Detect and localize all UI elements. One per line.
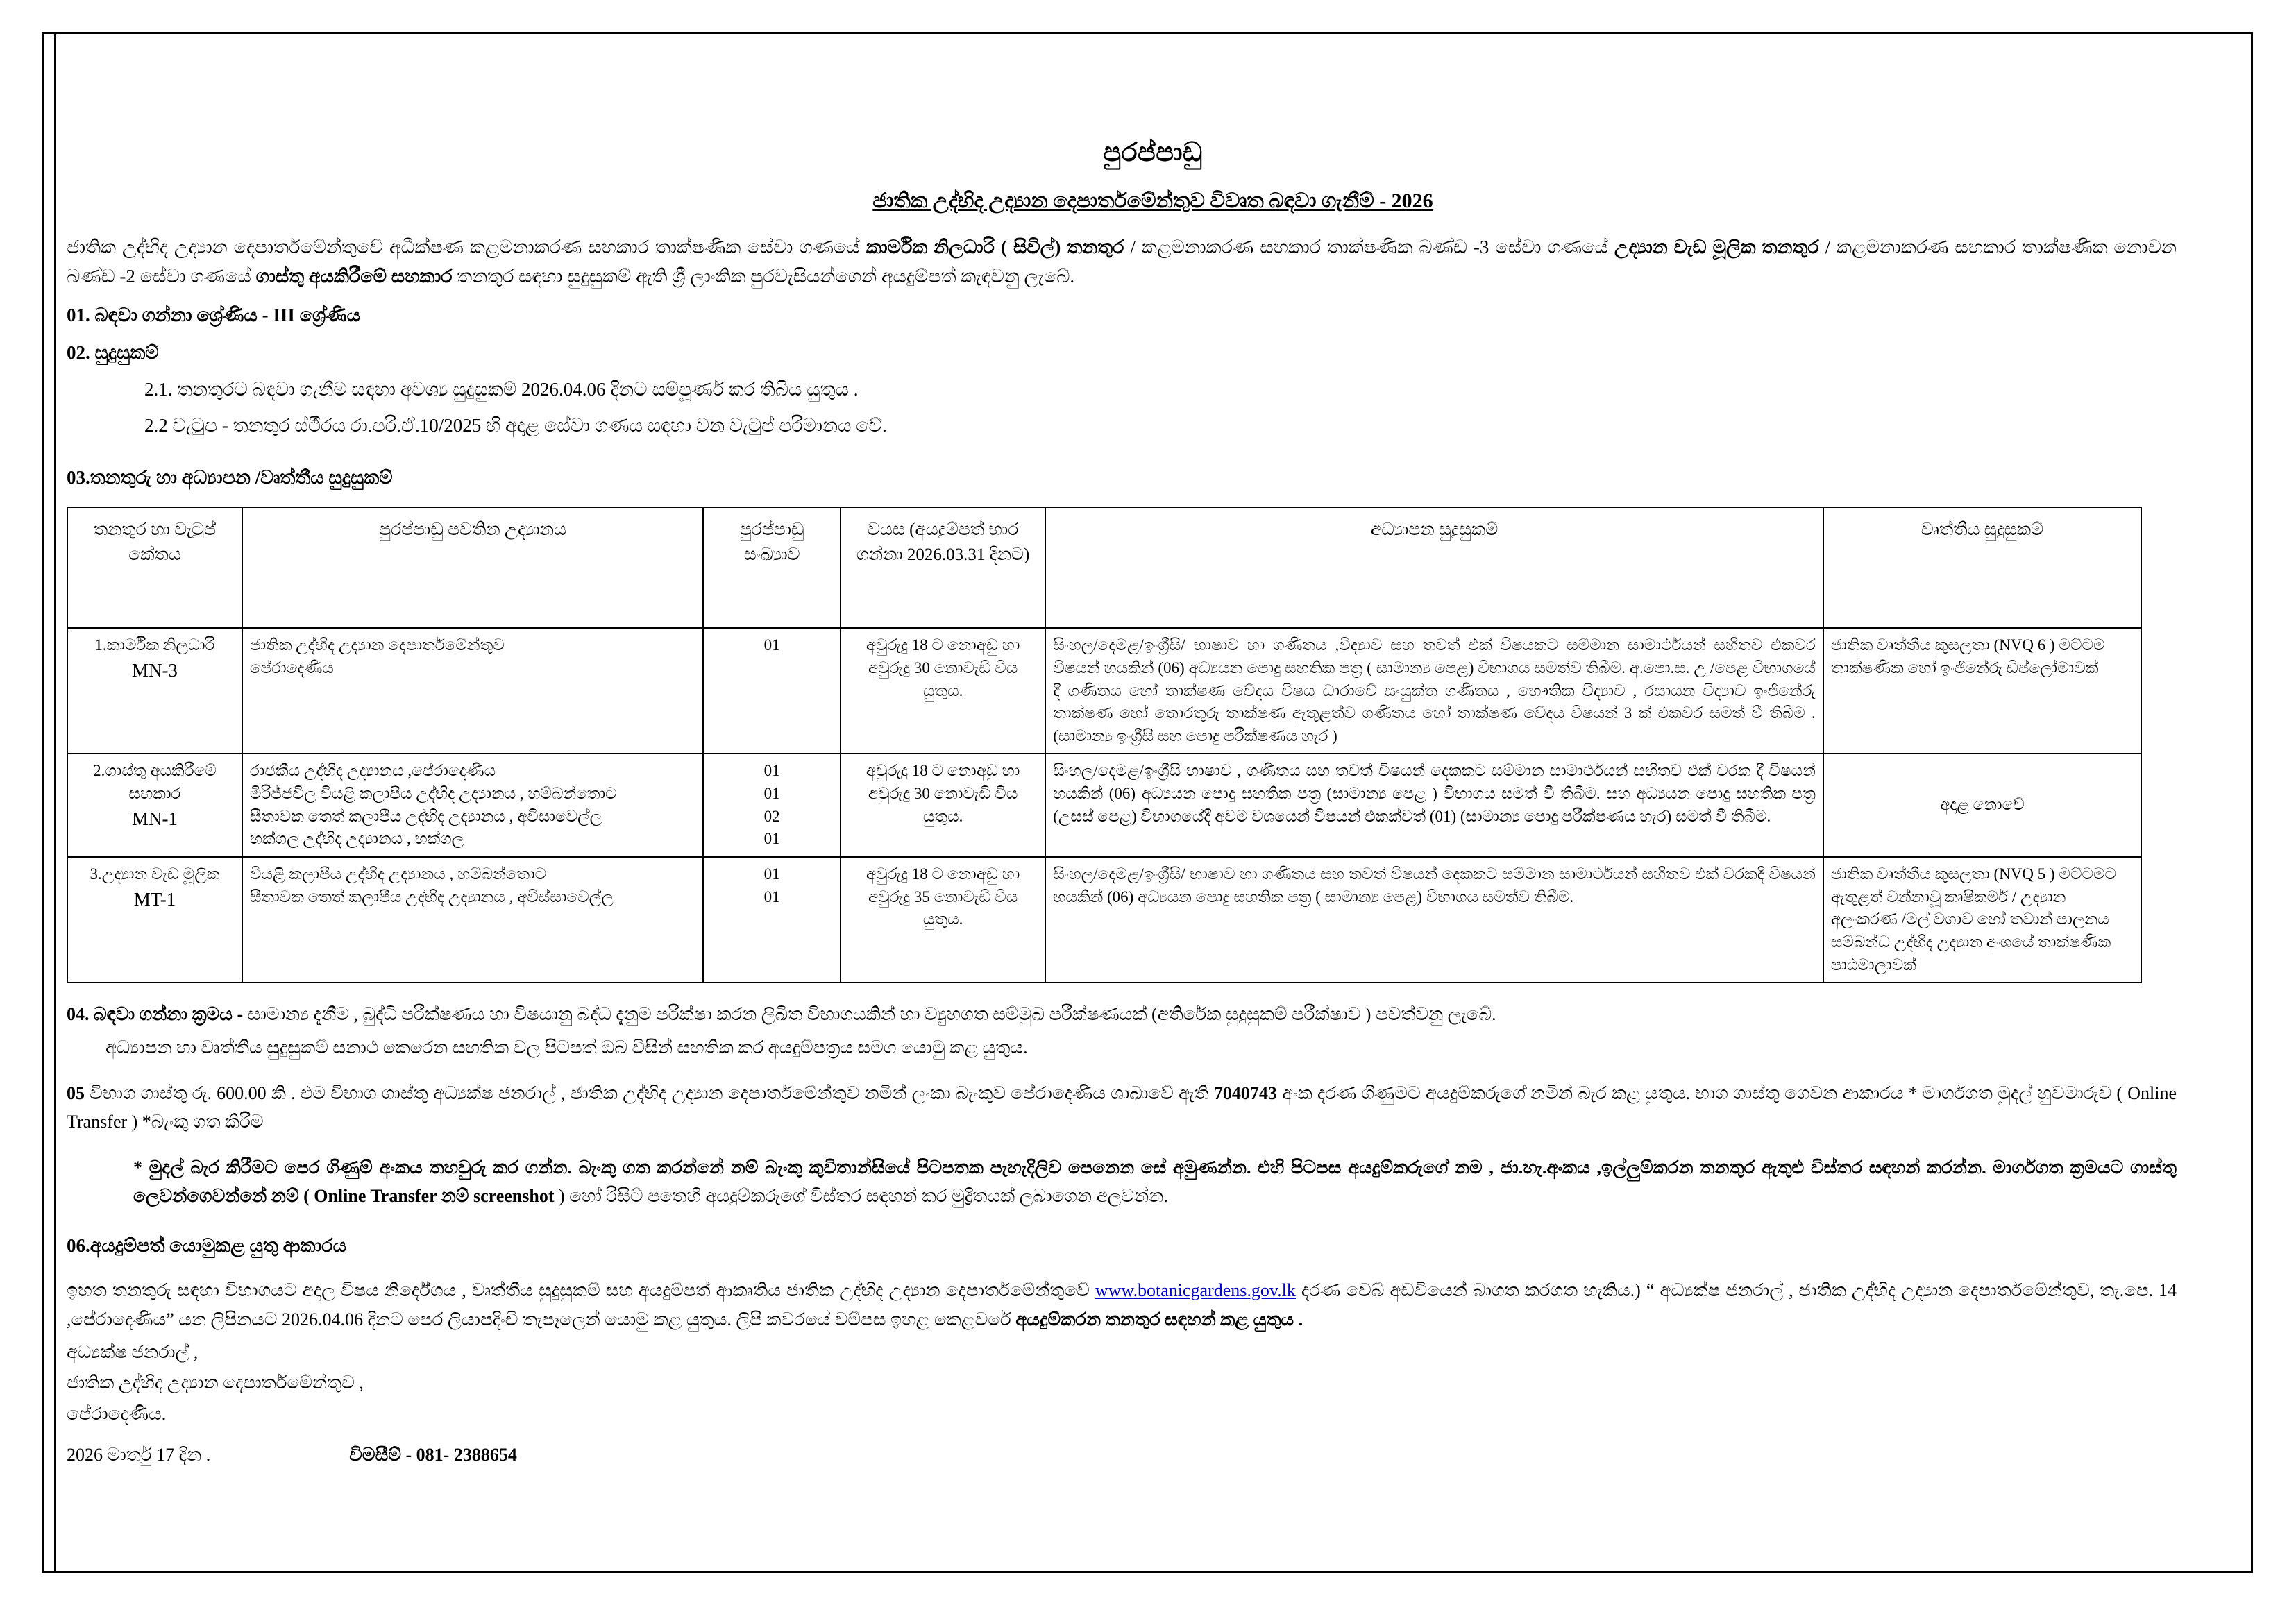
page-title: පුරප්පාඩු — [1103, 138, 1203, 167]
section-02-qualifications: 02. සුදුසුකම් — [67, 342, 159, 364]
post-name: 3.උද්‍යාන වැඩ මූලික — [90, 865, 220, 883]
intro-paragraph — [67, 233, 2177, 291]
section-05-note-bold: Online Transfer නම් screenshot — [314, 1186, 555, 1207]
section-05-text-a: විභාග ගාස්තු රු. 600.00 කි . එම විභාග ගාස්තු අධ්‍යක්ෂ ජනරාල් , ජාතික උද්භිද උද්‍යාන දෙපාර්තමේන්තුව නමින් ලංකා බැංකුව පේරාදෙණිය ශාඛාවේ ඇති — [85, 1082, 1214, 1103]
header-education: අධ්‍යාපන සුදුසුකම් — [1045, 507, 1823, 628]
table-header-row — [67, 507, 2141, 628]
cell-gardens-3 — [242, 857, 703, 983]
section-05-account-number: 7040743 — [1213, 1082, 1277, 1103]
post-code: MN-3 — [131, 659, 178, 681]
count-item: 01 — [763, 785, 780, 803]
post-code: MT-1 — [133, 888, 176, 910]
section-04-label: 04. බඳවා ගන්නා ක්‍රමය - — [67, 1004, 244, 1025]
section-06-body — [67, 1276, 2177, 1334]
cell-counts-2 — [703, 754, 841, 857]
cell-gardens-1 — [242, 628, 703, 754]
section-05-note-tail: ) හෝ රිසිට් පතෙහි අයදුම්කරුගේ විස්තර සඳහන් කර මුද්‍රිතයක් ලබාගෙන අලවන්න. — [554, 1186, 1168, 1207]
garden-item: හක්ගල උද්භිද උද්‍යානය , හක්ගල — [249, 830, 464, 848]
signatory-location: පේරාදෙණිය. — [67, 1404, 167, 1425]
section-05 — [67, 1079, 2177, 1137]
garden-item: සීතාවක තෙත් කලාපීය උද්භිද උද්‍යානය , අවිස්සාවෙල්ල — [249, 887, 614, 906]
cell-vocational-1: ජාතික වෘත්තීය කුසලතා (NVQ 6 ) මට්ටම තාක්ෂණික හෝ ඉංජිනේරු ඩිප්ලෝමාවක් — [1823, 628, 2141, 754]
footer-row — [67, 1441, 2177, 1468]
table-row — [67, 628, 2141, 754]
cell-post-1 — [67, 628, 242, 754]
count-item: 01 — [763, 830, 780, 848]
count-item: 02 — [763, 807, 780, 825]
garden-item: සීතාවක තෙත් කලාපීය උද්භිද උද්‍යානය , අවිසාවෙල්ල — [249, 807, 602, 825]
intro-text-3: / කළමනාකරණ සහකාර තාක්ෂණික නොවන බණ්ඩ -2 සේවා ගණයේ — [67, 237, 2177, 287]
notice-date: 2026 මාර්තු 17 දින . — [67, 1444, 211, 1465]
cell-gardens-2 — [242, 754, 703, 857]
section-04-line2: අධ්‍යාපන හා වෘත්තීය සුදුසුකම් සනාථ කෙරෙන සහතික වල පිටපත් ඔබ විසින් සහතික කර අයදුම්පත්‍රය සමග යොමු කළ යුතුය. — [105, 1037, 1028, 1057]
section-04-text: සාමාන්‍ය දැනීම , බුද්ධි පරීක්ෂණය හා විෂයානු බද්ධ දැනුම පරීක්ෂා කරන ලිඛිත විභාගයකින් හා ව්‍යුහගත සම්මුඛ පරීක්ෂණයක් (අතිරේක සුදුසුකම් පරීක්ෂාව ) පවත්වනු ලැබේ. — [243, 1004, 1496, 1025]
count-item: 01 — [763, 636, 780, 654]
signatory-title: අධ්‍යක්ෂ ජනරාල් , — [67, 1341, 199, 1362]
page-subtitle: ජාතික උද්භිද උද්‍යාන දෙපාර්තමේන්තුව විවෘත බඳවා ගැනීම් - 2026 — [872, 189, 1433, 212]
vacancy-table — [67, 507, 2142, 983]
section-04 — [67, 1000, 2177, 1029]
cell-age-2: අවුරුදු 18 ට නොඅඩු හා අවුරුදු 30 නොවැඩි විය යුතුය. — [841, 754, 1045, 857]
section-06-text-a: ඉහත තනතුරු සඳහා විභාගයට අදාල විෂය නිර්දේශය , වෘත්තීය සුදුසුකම් සහ අයදුම්පත් ආකෘතිය ජාතික උද්භිද උද්‍යාන දෙපාර්තමේන්තුවේ — [67, 1280, 1095, 1301]
header-garden: පුරප්පාඩු පවතින උද්‍යානය — [242, 507, 703, 628]
count-item: 01 — [763, 865, 780, 883]
section-05-note — [67, 1153, 2177, 1211]
cell-counts-1 — [703, 628, 841, 754]
post-code: MN-1 — [131, 808, 178, 829]
cell-vocational-3: ජාතික වෘත්තීය කුසලතා (NVQ 5 ) මට්ටමට ඇතුළත් වන්නාවූ කෘෂිකර්ම / උද්‍යාන අලංකරණ /මල් වගාව හෝ තවාන් පාලනය සම්බන්ධ උද්භිද උද්‍යාන අංශයේ තාක්ෂණික පාඨමාලාවක් — [1823, 857, 2141, 983]
cell-education-3: සිංහල/දෙමළ/ඉංග්‍රීසි/ භාෂාව හා ගණිතය සහ තවත් විෂයන් දෙකකට සම්මාන සාමාර්ථයන් සහිතව එක් වරකදී විෂයන් හයකින් (06) අධ්‍යයන පොදු සහතික පත්‍ර ( සාමාන්‍ය පෙළ) විභාගය සමත්ව තිබීම. — [1045, 857, 1823, 983]
garden-item: පේරාදෙණිය — [249, 658, 334, 677]
section-05-note-lead: * මුදල් බැර කිරීමට පෙර ගිණුම් අංකය තහවුරු කර ගන්න. බැංකු ගත කරන්නේ නම් බැංකු කුවිතාන්සියේ පිටපතක පැහැදිලිව පෙනෙන සේ අමුණන්න. එහි පිටපස අයදුම්කරුගේ නම , ජා.හැ.අංකය ,ඉල්ලුම්කරන තනතුර ඇතුළු විස්තර සඳහන් කරන්න. මාර්ගගත ක්‍රමයට ගාස්තු ලෙවන්ගෙවන්නේ නම් ( — [133, 1157, 2177, 1207]
cell-age-3: අවුරුදු 18 ට නොඅඩු හා අවුරුදු 35 නොවැඩි විය යුතුය. — [841, 857, 1045, 983]
document-content — [67, 58, 2177, 1468]
header-vacancy-count: පුරප්පාඩු සංඛ්‍යාව — [703, 507, 841, 628]
cell-education-2: සිංහල/දෙමළ/ඉංග්‍රීසි භාෂාව , ගණිතය සහ තවත් විෂයන් දෙකකට සම්මාන සාමාර්ථයන් සහිතව එක් වරක දී විෂයන් හයකින් (06) අධ්‍යයන පොදු සහතික පත්‍ර (සාමාන්‍ය පෙළ ) විභාගය සමත් වී තිබීම. සහ අධ්‍යයන පොදු සහතික පත්‍ර (උසස් පෙළ) විභාගයේදී අවම වශයෙන් විෂයන් එකක්වත් (01) (සාමාන්‍ය පොදු පරීක්ෂණය හැර) සමත් වී තිබීම. — [1045, 754, 1823, 857]
header-age: වයස (අයදුම්පත් භාර ගන්නා 2026.03.31 දිනට) — [841, 507, 1045, 628]
intro-post-1: කාර්මික නිලධාරි ( සිවිල්) තනතුර — [866, 237, 1124, 257]
garden-item: රාජකීය උද්භිද උද්‍යානය ,පේරාදෙණිය — [249, 762, 496, 780]
section-06-text-c: අයදුම්කරන තනතුර සඳහන් කළ යුතුය . — [1015, 1309, 1303, 1330]
signature-block — [67, 1337, 2177, 1430]
cell-education-1: සිංහල/දෙමළ/ඉංග්‍රීසි/ භාෂාව හා ගණිතය ,විද්‍යාව සහ තවත් එක් විෂයකට සම්මාන සාමාර්ථයන් සහිතව එකවර විෂයන් හයකින් (06) අධ්‍යයන පොදු සහතික පත්‍ර ( සාමාන්‍ය පෙළ) විභාගය සමත්ව තිබීම. අ.පො.ස. උ /පෙළ විභාගයේ දී ගණිතය හෝ තාක්ෂණ වේදය විෂය ධාරාවේ සංයුක්ත ගණිතය , භෞතික විද්‍යාව , රසායන විද්‍යාව ඉංජිනේරු තාක්ෂණ හෝ තොරතුරු තාක්ෂණ ඇතුළත්ව ගණිතය හෝ තාක්ෂණ වේදය විෂයන් 3 ක් එකවර සමත් වී තිබීම . (සාමාන්‍ය ඉංග්‍රීසි සහ පොදු පරීක්ෂණය හැර ) — [1045, 628, 1823, 754]
section-06-text-b: දරණ වෙබ් අඩවියෙන් බාගත කරගත හැකිය.) “ අධ්‍යක්ෂ ජනරාල් , ජාතික උද්භිද උද්‍යාන දෙපාර්තමේන්තුව, තැ.පෙ. 14 ,පේරාදෙණිය” යන ලිපිනයට 2026.04.06 දිනට පෙර ලියාපදිංචි තැපෑලෙන් යොමු කළ යුතුය. ලිපි කවරයේ වම්පස ඉහළ කෙළවරේ — [67, 1280, 2177, 1330]
garden-item: වියළි කලාපීය උද්භිද උද්‍යානය , හම්බන්තොට — [249, 865, 547, 883]
cell-post-2 — [67, 754, 242, 857]
post-name: 2.ගාස්තු අයකිරීමේ සහකාර — [93, 762, 217, 803]
cell-vocational-2: අදාළ නොවේ — [1823, 754, 2141, 857]
signatory-department: ජාතික උද්භිද උද්‍යාන දෙපාර්තමේන්තුව , — [67, 1373, 364, 1393]
post-name: 1.කාර්මික නිලධාරි — [94, 636, 215, 654]
botanicgardens-website-link[interactable]: www.botanicgardens.gov.lk — [1095, 1280, 1296, 1301]
header-post-code: තනතුර හා වැටුප් කේතය — [67, 507, 242, 628]
count-item: 01 — [763, 762, 780, 780]
count-item: 01 — [763, 887, 780, 906]
table-row — [67, 754, 2141, 857]
cell-post-3 — [67, 857, 242, 983]
cell-age-1: අවුරුදු 18 ට නොඅඩු හා අවුරුදු 30 නොවැඩි විය යුතුය. — [841, 628, 1045, 754]
intro-text-4: තනතුර සඳහා සුදුසුකම් ඇති ශ්‍රී ලාංකික පුරවැසියන්ගෙන් අයදුම්පත් කැඳවනු ලැබේ. — [452, 265, 1075, 287]
intro-post-2: උද්‍යාන වැඩ මූලික තනතුර — [1614, 237, 1819, 257]
cell-counts-3 — [703, 857, 841, 983]
section-02-2: 2.2 වැටුප - තනතුර ස්ථීරය රා.පරි.ඒ.10/2025 හි අදාළ සේවා ගණය සඳහා වන වැටුප් පරිමානය වේ. — [144, 415, 887, 436]
intro-text-2: / කළමනාකරණ සහකාර තාක්ෂණික බණ්ඩ -3 සේවා ගණයේ — [1124, 237, 1614, 257]
intro-post-3: ගාස්තු අයකිරීමේ සහකාර — [255, 265, 453, 287]
intro-text-1: ජාතික උද්භිද උද්‍යාන දෙපාර්තමේන්තුවේ අධීක්ෂණ කළමනාකරණ සහකාර තාක්ෂණික සේවා ගණයේ — [67, 237, 866, 257]
table-row — [67, 857, 2141, 983]
section-03-heading: 03.තනතුරු හා අධ්‍යාපන /වෘත්තීය සුදුසුකම් — [67, 466, 393, 488]
section-01-grade: 01. බඳවා ගන්නා ශ්‍රේණිය - III ශ්‍රේණිය — [67, 304, 361, 325]
section-05-number: 05 — [67, 1082, 85, 1103]
section-05-text-b: අංක දරණ ගිණුමට අයදුම්කරුගේ නමින් බැර කළ යුතුය. භාග ගාස්තු ගෙවන ආකාරය * මාර්ගගත මුදල් හුවමාරුව ( Online Transfer ) *බැංකු ගත කිරීම — [67, 1082, 2177, 1132]
section-02-1: 2.1. තනතුරට බඳවා ගැනීම සඳහා අවශ්‍ය සුදුසුකම් 2026.04.06 දිනට සම්පූර්ණ කර තිබිය යුතුය . — [144, 378, 859, 400]
contact-telephone: විමසීම් - 081- 2388654 — [349, 1444, 517, 1465]
garden-item: ජාතික උද්භිද උද්‍යාන දෙපාර්තමේන්තුව — [249, 636, 505, 654]
section-06-heading: 06.අයදුම්පත් යොමුකළ යුතු ආකාරය — [67, 1234, 347, 1256]
garden-item: මිරිජ්ජවිල වියළි කලාපීය උද්භිද උද්‍යානය , හම්බන්තොට — [249, 785, 617, 803]
header-vocational: වෘත්තීය සුදුසුකම් — [1823, 507, 2141, 628]
